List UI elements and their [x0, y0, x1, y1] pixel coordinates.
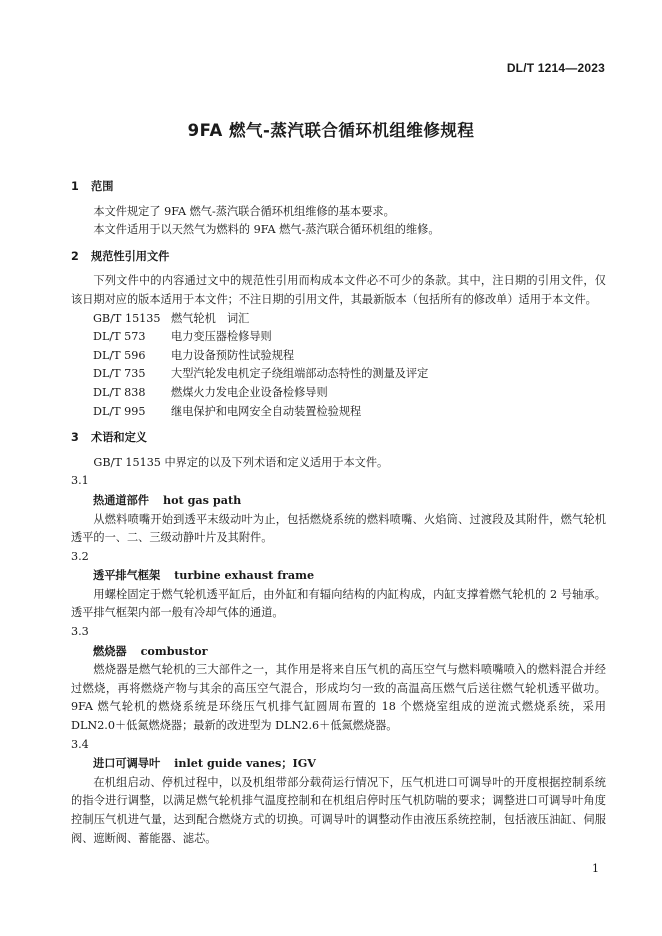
section-number: 1	[71, 180, 79, 193]
section-title: 规范性引用文件	[91, 249, 170, 263]
document-body	[71, 178, 606, 848]
standard-code: DL/T 1214—2023	[506, 61, 605, 75]
term-heading	[93, 754, 606, 774]
reference-name: 燃煤火力发电企业设备检修导则	[171, 385, 328, 399]
page-number: 1	[592, 862, 599, 875]
document-title: 9FA 燃气-蒸汽联合循环机组维修规程	[187, 121, 475, 140]
reference-item	[93, 347, 606, 366]
term-number: 3.2	[71, 549, 89, 563]
term-en: hot gas path	[162, 492, 242, 507]
paragraph: GB/T 15135 中界定的以及下列术语和定义适用于本文件。	[93, 455, 389, 469]
paragraph: 下列文件中的内容通过文中的规范性引用而构成本文件必不可少的条款。其中，注日期的引用文件，仅该日期对应的版本适用于本文件；不注日期的引用文件，其最新版本（包括所有的修改单）适用于本文件。	[71, 274, 606, 306]
term-zh: 燃烧器	[93, 644, 127, 658]
section-title: 范围	[91, 180, 114, 193]
term-definition: 在机组启动、停机过程中，以及机组带部分载荷运行情况下，压气机进口可调导叶的开度根据控制系统的指令进行调整，以满足燃气轮机排气温度控制和在机组启停时压气机防喘的要求；调整进口可调导叶角度控制压气机进气量，达到配合燃烧方式的切换。可调导叶的调整动作由液压系统控制，包括液压油缸、伺服阀、遮断阀、蓄能器、滤芯。	[71, 775, 606, 845]
term-heading	[93, 642, 606, 662]
section-number: 2	[71, 249, 79, 263]
section-number: 3	[71, 431, 79, 445]
reference-name: 大型汽轮发电机定子绕组端部动态特性的测量及评定	[171, 367, 429, 381]
term-en: inlet guide vanes；IGV	[174, 756, 316, 771]
reference-name: 继电保护和电网安全自动装置检验规程	[171, 404, 362, 418]
reference-code: DL/T 735	[93, 367, 146, 381]
section-3-heading	[71, 429, 606, 448]
term-zh: 进口可调导叶	[93, 757, 161, 771]
section-2-heading	[71, 248, 606, 267]
term-definition: 用螺栓固定于燃气轮机透平缸后，由外缸和有辐向结构的内缸构成，内缸支撑着燃气轮机的 2 号轴承。透平排气框架内部一般有冷却气体的通道。	[71, 587, 606, 620]
reference-item	[93, 310, 606, 329]
term-number: 3.4	[71, 737, 89, 751]
reference-list	[93, 310, 606, 422]
reference-item	[93, 328, 606, 347]
reference-name: 电力变压器检修导则	[171, 330, 272, 344]
reference-code: DL/T 838	[93, 385, 146, 399]
reference-code: DL/T 995	[93, 404, 146, 418]
reference-code: DL/T 596	[93, 348, 146, 362]
term-en: turbine exhaust frame	[174, 568, 315, 583]
reference-item	[93, 365, 606, 384]
reference-code: GB/T 15135	[93, 311, 161, 325]
term-en: combustor	[140, 643, 208, 658]
reference-item	[93, 384, 606, 403]
section-title: 术语和定义	[91, 431, 147, 445]
paragraph: 本文件适用于以天然气为燃料的 9FA 燃气-蒸汽联合循环机组的维修。	[93, 223, 440, 237]
term-definition: 从燃料喷嘴开始到透平末级动叶为止，包括燃烧系统的燃料喷嘴、火焰筒、过渡段及其附件，燃气轮机透平的一、二、三级动静叶片及其附件。	[71, 512, 606, 545]
reference-name: 燃气轮机 词汇	[171, 311, 250, 325]
term-number: 3.1	[71, 474, 89, 488]
term-zh: 透平排气框架	[93, 569, 161, 583]
paragraph: 本文件规定了 9FA 燃气-蒸汽联合循环机组维修的基本要求。	[93, 204, 395, 218]
term-definition: 燃烧器是燃气轮机的三大部件之一，其作用是将来自压气机的高压空气与燃料喷嘴喷入的燃料混合并经过燃烧，再将燃烧产物与其余的高压空气混合，形成均匀一致的高温高压燃气后送往燃气轮机透平做功。9FA 燃气轮机的燃烧系统是环绕压气机排气缸圆周布置的 18 个燃烧室组成的逆流式燃烧系统，采用 DLN2.0＋低氮燃烧器；最新的改进型为 DLN2.6＋低氮燃烧器。	[71, 663, 606, 733]
term-zh: 热通道部件	[93, 493, 149, 507]
term-number: 3.3	[71, 625, 89, 639]
section-1-heading	[71, 178, 606, 197]
reference-code: DL/T 573	[93, 330, 146, 344]
term-heading	[93, 566, 606, 586]
reference-item	[93, 403, 606, 422]
term-heading	[93, 491, 606, 511]
reference-name: 电力设备预防性试验规程	[171, 348, 295, 362]
